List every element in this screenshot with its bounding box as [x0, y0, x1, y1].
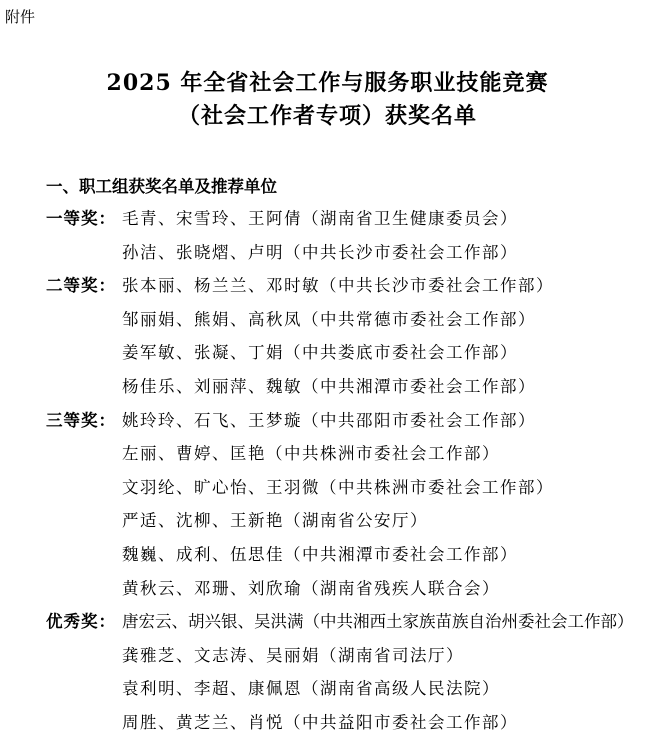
- section-heading: 一、职工组获奖名单及推荐单位: [46, 177, 277, 196]
- award-entry: 黄秋云、邓珊、刘欣瑜（湖南省残疾人联合会）: [122, 578, 500, 598]
- award-row: [46, 306, 634, 340]
- award-entry: 姜军敏、张凝、丁娟（中共娄底市委社会工作部）: [122, 343, 518, 363]
- award-entry: 龚雅芝、文志涛、吴丽娟（湖南省司法厅）: [122, 645, 464, 665]
- award-row: [46, 575, 634, 609]
- document-title-line-1: 2025 年全省社会工作与服务职业技能竞赛: [106, 70, 549, 96]
- award-list: [46, 205, 634, 743]
- award-row: [46, 339, 634, 373]
- award-row: [46, 440, 634, 474]
- award-level-label: 优秀奖：: [46, 612, 116, 632]
- award-entry: 左丽、曹婷、匡艳（中共株洲市委社会工作部）: [122, 444, 500, 464]
- award-entry: 文羽纶、旷心怡、王羽微（中共株洲市委社会工作部）: [122, 477, 554, 497]
- award-entry: 张本丽、杨兰兰、邓时敏（中共长沙市委社会工作部）: [122, 276, 554, 296]
- award-row: [46, 407, 634, 441]
- award-entry: 姚玲玲、石飞、王梦璇（中共邵阳市委社会工作部）: [122, 410, 536, 430]
- award-row: [46, 608, 634, 642]
- award-entry: 严适、沈柳、王新艳（湖南省公安厅）: [122, 511, 428, 531]
- award-entry: 周胜、黄芝兰、肖悦（中共益阳市委社会工作部）: [122, 712, 518, 732]
- award-level-label: 二等奖：: [46, 276, 116, 296]
- award-row: [46, 373, 634, 407]
- attachment-label: 附件: [5, 8, 36, 26]
- document-title-line-2: （社会工作者专项）获奖名单: [177, 103, 477, 129]
- award-level-label: 三等奖：: [46, 410, 116, 430]
- award-row: [46, 205, 634, 239]
- award-entry: 袁利明、李超、康佩恩（湖南省高级人民法院）: [122, 679, 500, 699]
- award-entry: 孙洁、张晓熠、卢明（中共长沙市委社会工作部）: [122, 242, 518, 262]
- award-row: [46, 541, 634, 575]
- award-row: [46, 709, 634, 743]
- award-entry: 杨佳乐、刘丽萍、魏敏（中共湘潭市委社会工作部）: [122, 376, 536, 396]
- award-row: [46, 239, 634, 273]
- award-entry: 毛青、宋雪玲、王阿倩（湖南省卫生健康委员会）: [122, 209, 518, 228]
- award-row: [46, 507, 634, 541]
- award-entry: 邹丽娟、熊娟、高秋凤（中共常德市委社会工作部）: [122, 309, 536, 329]
- award-entry: 唐宏云、胡兴银、吴洪满（中共湘西土家族苗族自治州委社会工作部）: [122, 612, 634, 632]
- award-row: [46, 272, 634, 306]
- award-row: [46, 642, 634, 676]
- award-row: [46, 675, 634, 709]
- award-row: [46, 474, 634, 508]
- award-entry: 魏巍、成利、伍思佳（中共湘潭市委社会工作部）: [122, 544, 518, 564]
- award-level-label: 一等奖：: [46, 209, 116, 228]
